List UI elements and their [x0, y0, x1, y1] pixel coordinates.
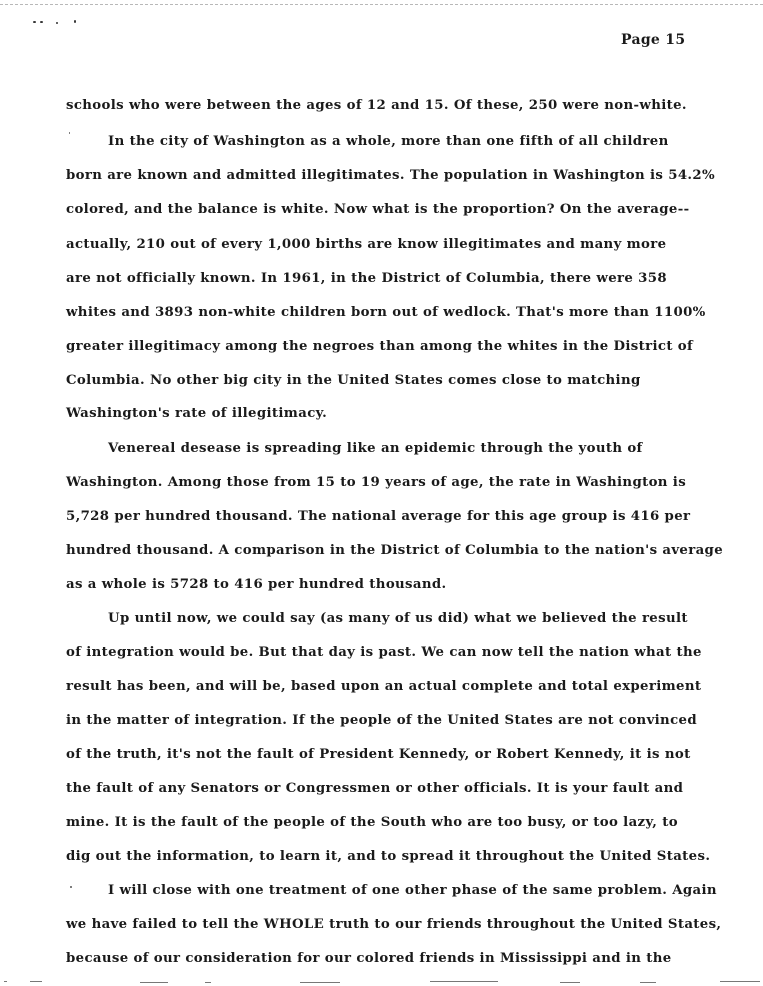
scan-speck [40, 21, 43, 23]
scan-speck [33, 21, 36, 23]
scan-speck [205, 982, 211, 983]
page-number: Page 15 [621, 32, 686, 48]
text-line: hundred thousand. A comparison in the District of Columbia to the nation's average [66, 543, 724, 558]
text-line: Venereal desease is spreading like an epidemic through the youth of [108, 441, 643, 456]
scan-speck [720, 981, 760, 982]
page-top-edge [0, 4, 763, 5]
scan-noise-footer [0, 978, 763, 986]
scan-speck [30, 981, 42, 982]
text-line: whites and 3893 non-white children born out of wedlock. That's more than 1100% [66, 305, 706, 320]
scan-speck [4, 981, 7, 982]
text-line: schools who were between the ages of 12 and 15. Of these, 250 were non-white. [66, 98, 687, 113]
text-line: In the city of Washington as a whole, more than one fifth of all children [108, 134, 669, 149]
text-line: colored, and the balance is white. Now what is the proportion? On the average-- [66, 202, 690, 217]
text-line: dig out the information, to learn it, and to spread it throughout the United States. [66, 849, 711, 864]
text-line: are not officially known. In 1961, in the District of Columbia, there were 358 [66, 271, 667, 286]
scan-speck [140, 982, 168, 983]
text-line: Columbia. No other big city in the United States comes close to matching [66, 373, 641, 388]
scan-speck [70, 886, 72, 888]
text-line: greater illegitimacy among the negroes than among the whites in the District of [66, 339, 694, 354]
scan-speck [69, 132, 70, 134]
text-line: the fault of any Senators or Congressmen or other officials. It is your fault and [66, 781, 684, 796]
scan-speck [74, 20, 76, 23]
text-line: of integration would be. But that day is past. We can now tell the nation what the [66, 645, 702, 660]
text-line: we have failed to tell the WHOLE truth to our friends throughout the United States, [66, 917, 722, 932]
text-line: result has been, and will be, based upon an actual complete and total experiment [66, 679, 702, 694]
text-line: Washington. Among those from 15 to 19 years of age, the rate in Washington is [66, 475, 687, 490]
text-line: because of our consideration for our colored friends in Mississippi and in the [66, 951, 672, 966]
text-line: born are known and admitted illegitimates. The population in Washington is 54.2% [66, 168, 715, 183]
text-line: mine. It is the fault of the people of the South who are too busy, or too lazy, to [66, 815, 678, 830]
text-line: Up until now, we could say (as many of us did) what we believed the result [108, 611, 688, 626]
scan-speck [56, 22, 58, 24]
scan-speck [560, 982, 580, 983]
text-line: in the matter of integration. If the people of the United States are not convinced [66, 713, 697, 728]
text-line: as a whole is 5728 to 416 per hundred thousand. [66, 577, 447, 592]
text-line: actually, 210 out of every 1,000 births are know illegitimates and many more [66, 237, 667, 252]
text-line: Washington's rate of illegitimacy. [66, 406, 328, 421]
scan-speck [300, 982, 340, 983]
scan-speck [430, 981, 498, 982]
text-line: of the truth, it's not the fault of President Kennedy, or Robert Kennedy, it is not [66, 747, 691, 762]
text-line: I will close with one treatment of one other phase of the same problem. Again [108, 883, 717, 898]
text-line: 5,728 per hundred thousand. The national average for this age group is 416 per [66, 509, 691, 524]
scan-speck [640, 982, 656, 983]
